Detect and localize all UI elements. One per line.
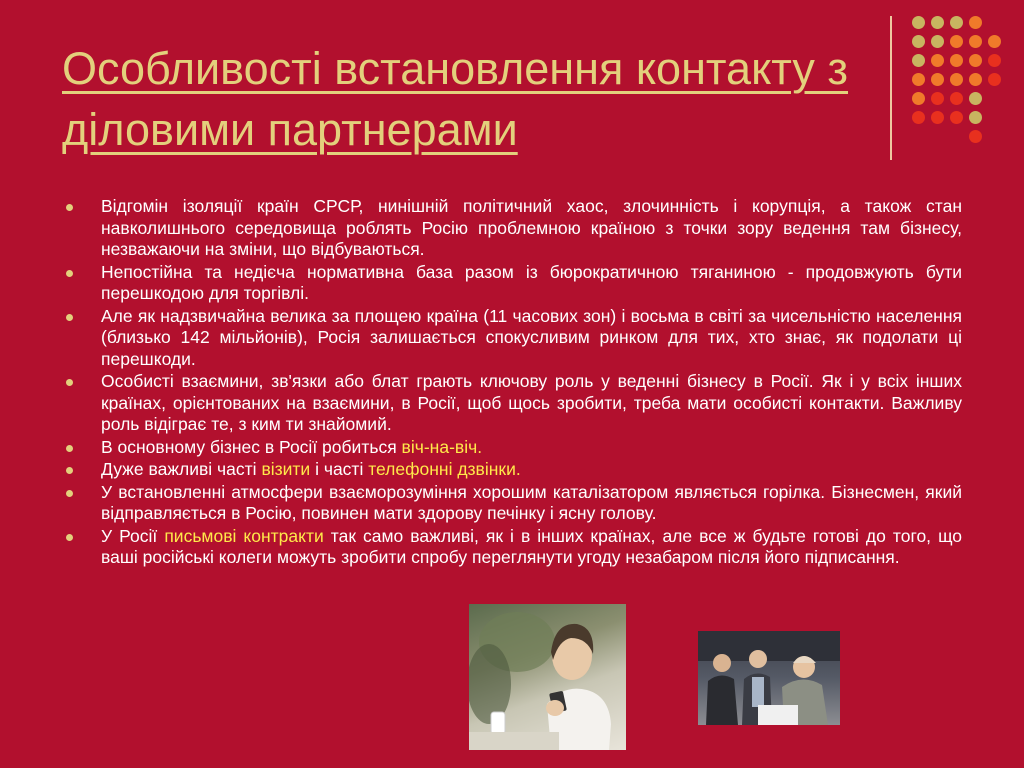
highlighted-text: письмові контракти: [164, 525, 324, 546]
bullet-text: У Росії: [101, 525, 165, 546]
decorative-dot: [969, 111, 982, 124]
decorative-dot: [969, 16, 982, 29]
decorative-dot: [950, 16, 963, 29]
decorative-dot: [950, 111, 963, 124]
decorative-divider-line: [890, 16, 892, 160]
bullet-item: [64, 262, 962, 305]
decorative-dot: [969, 35, 982, 48]
bullet-text: так само важливі, як і в інших країнах, але все ж будьте готові до того, що ваші російські колеги можуть зробити спробу переглянути угоду незабаром після його підписання.: [101, 525, 962, 567]
bullet-text: В основному бізнес в Росії робиться: [101, 436, 402, 457]
decorative-dot: [931, 35, 944, 48]
bullet-item: [64, 371, 962, 436]
bullet-item: [64, 196, 962, 261]
highlighted-text: віч-на-віч.: [401, 436, 483, 457]
photo-businessmen-meeting: [698, 631, 840, 725]
decorative-dot: [969, 130, 982, 143]
bullet-list: [64, 196, 962, 570]
bullet-item: [64, 459, 962, 481]
decorative-dot: [950, 35, 963, 48]
photo-woman-illustration: [469, 604, 626, 750]
decorative-dot: [912, 16, 925, 29]
bullet-item: [64, 437, 962, 459]
decorative-dot: [912, 54, 925, 67]
decorative-dot: [988, 73, 1001, 86]
bullet-text: Дуже важливі часті: [101, 459, 262, 479]
decorative-dot: [988, 35, 1001, 48]
bullet-item: [64, 526, 962, 569]
decorative-dot: [931, 54, 944, 67]
decorative-dot: [912, 92, 925, 105]
decorative-dot: [969, 73, 982, 86]
decorative-dot: [912, 73, 925, 86]
highlighted-text: телефонні дзвінки.: [368, 459, 521, 479]
decorative-dot: [950, 92, 963, 105]
decorative-dot: [931, 16, 944, 29]
bullet-text: і часті: [310, 459, 369, 479]
photo-woman-with-phone: [469, 604, 626, 750]
decorative-dot: [931, 111, 944, 124]
bullet-text: Особисті взаємини, зв'язки або блат грають ключову роль у веденні бізнесу в Росії. Як і у всіх інших країнах, орієнтованих на взаємини, в Росії, щоб щось зробити, треба мати особисті контакти. Важливу роль відіграє те, з ким ти знайомий.: [101, 371, 962, 434]
decorative-dot: [912, 35, 925, 48]
decorative-dot-grid: [912, 16, 1008, 164]
decorative-dot: [969, 54, 982, 67]
decorative-dot: [931, 92, 944, 105]
bullet-text: Непостійна та недієча нормативна база разом із бюрократичною тяганиною - продовжують бути перешкодою для торгівлі.: [101, 261, 962, 303]
bullet-item: [64, 482, 962, 525]
highlighted-text: візити: [261, 459, 311, 479]
decorative-dot: [988, 54, 1001, 67]
decorative-dot: [912, 111, 925, 124]
decorative-dot: [950, 73, 963, 86]
bullet-text: Але як надзвичайна велика за площею країна (11 часових зон) і восьма в світі за чисельністю населення (близько 142 мільйонів), Росія залишається спокусливим ринком для тих, хто знає, як подолати ці перешкоди.: [101, 305, 962, 369]
bullet-item: [64, 306, 962, 371]
bullet-text: У встановленні атмосфери взаєморозуміння хорошим каталізатором являється горілка. Бізнесмен, який відправляється в Росію, повинен мати здорову печінку і ясну голову.: [101, 481, 962, 523]
decorative-dot: [950, 54, 963, 67]
decorative-dot: [969, 92, 982, 105]
photo-businessmen-illustration: [698, 631, 840, 725]
bullet-text: Відгомін ізоляції країн СРСР, нинішній політичний хаос, злочинність і корупція, а також стан навколишнього середовища роблять Росію проблемною країною з точки зору ведення там бізнесу, незважаючи на зміни, що відбуваються.: [101, 196, 962, 259]
slide-title: Особливості встановлення контакту з діловими партнерами: [62, 43, 849, 155]
decorative-dot: [931, 73, 944, 86]
